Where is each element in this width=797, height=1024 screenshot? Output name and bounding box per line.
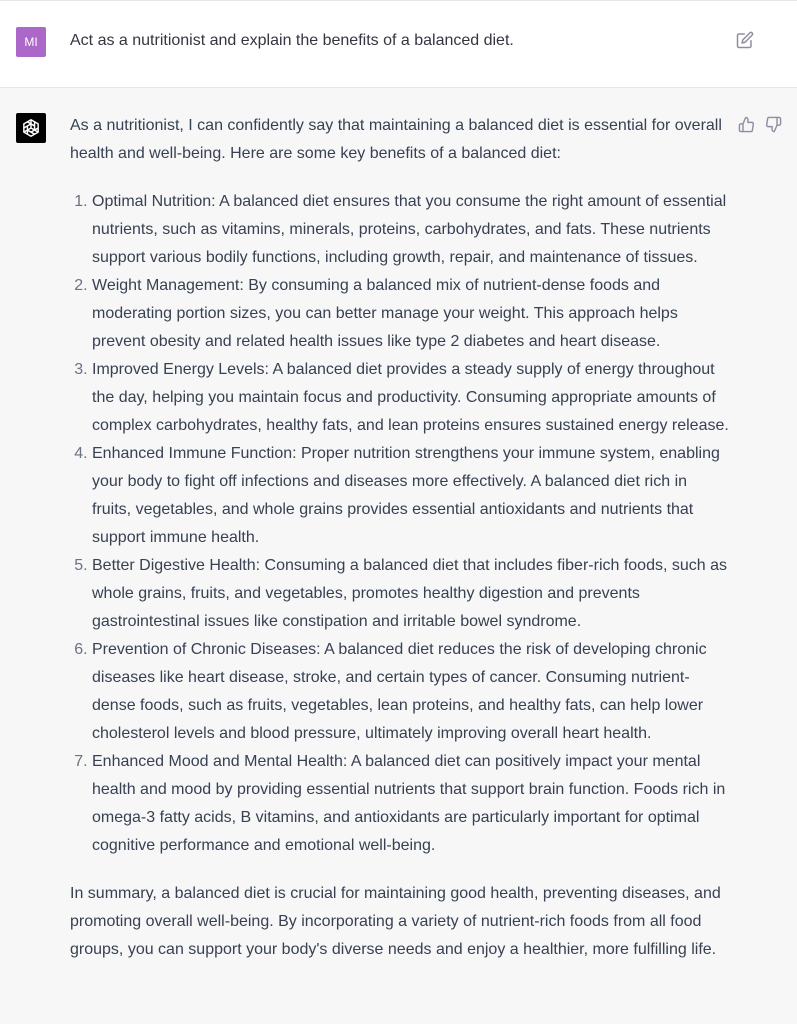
user-avatar: MI	[16, 27, 46, 57]
edit-icon[interactable]	[736, 31, 754, 49]
thumbs-up-icon[interactable]	[738, 116, 755, 133]
list-item: 6. Prevention of Chronic Diseases: A balanced diet reduces the risk of developing chronic diseases like heart disease, stroke, and certain types of cancer. Consuming nutrient-dense foods, such as fruits, vegetables, lean proteins, and healthy fats, can help lower cholesterol levels and blood pressure, ultimately improving overall heart health.	[92, 636, 730, 748]
thumbs-down-icon[interactable]	[765, 116, 782, 133]
user-message-row	[0, 0, 797, 88]
list-item: 3. Improved Energy Levels: A balanced diet provides a steady supply of energy throughout the day, helping you maintain focus and productivity. Consuming appropriate amounts of complex carbohydrates, healthy fats, and lean proteins ensures sustained energy release.	[92, 356, 730, 440]
assistant-intro: As a nutritionist, I can confidently say that maintaining a balanced diet is essential for overall health and well-being. Here are some key benefits of a balanced diet:	[70, 117, 722, 162]
list-item: 5. Better Digestive Health: Consuming a balanced diet that includes fiber-rich foods, such as whole grains, fruits, and vegetables, promotes healthy digestion and prevents gastrointestinal issues like constipation and irritable bowel syndrome.	[92, 552, 730, 636]
benefits-list	[70, 188, 730, 860]
openai-logo-icon	[20, 117, 42, 139]
assistant-message-row	[0, 88, 797, 1024]
list-item: 7. Enhanced Mood and Mental Health: A balanced diet can positively impact your mental health and mood by providing essential nutrients that support brain function. Foods rich in omega-3 fatty acids, B vitamins, and antioxidants are particularly important for optimal cognitive performance and emotional well-being.	[92, 748, 730, 860]
assistant-avatar	[16, 113, 46, 143]
user-message-text: Act as a nutritionist and explain the benefits of a balanced diet.	[70, 32, 514, 49]
assistant-message-content	[70, 112, 730, 964]
list-item: 2. Weight Management: By consuming a balanced mix of nutrient-dense foods and moderating portion sizes, you can better manage your weight. This approach helps prevent obesity and related health issues like type 2 diabetes and heart disease.	[92, 272, 730, 356]
list-item: 1. Optimal Nutrition: A balanced diet ensures that you consume the right amount of essential nutrients, such as vitamins, minerals, proteins, carbohydrates, and fats. These nutrients support various bodily functions, including growth, repair, and maintenance of tissues.	[92, 188, 730, 272]
list-item: 4. Enhanced Immune Function: Proper nutrition strengthens your immune system, enabling your body to fight off infections and diseases more effectively. A balanced diet rich in fruits, vegetables, and whole grains provides essential antioxidants and nutrients that support immune health.	[92, 440, 730, 552]
assistant-summary: In summary, a balanced diet is crucial for maintaining good health, preventing diseases, and promoting overall well-being. By incorporating a variety of nutrient-rich foods from all food groups, you can support your body's diverse needs and enjoy a healthier, more fulfilling life.	[70, 885, 721, 958]
